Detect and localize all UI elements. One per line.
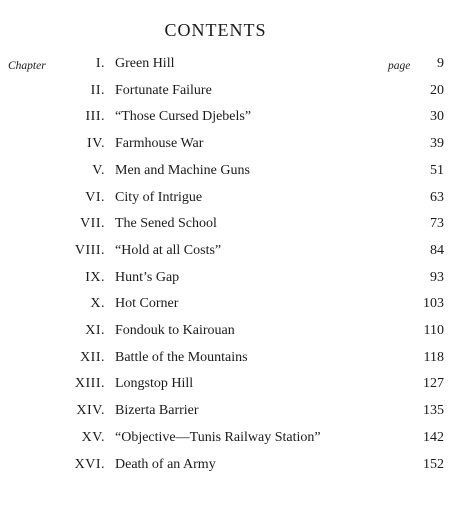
chapter-number: IV. [87,136,105,152]
toc-entry-16 [0,457,471,479]
page-number: 118 [423,349,444,365]
toc-entry-10 [0,296,471,318]
toc-entry-6 [0,190,471,212]
chapter-title: Bizerta Barrier [115,403,199,419]
page-number: 84 [430,242,444,258]
chapter-title: Fortunate Failure [115,82,212,98]
page-number: 9 [437,56,444,71]
page-number: 39 [430,136,444,152]
chapter-title: Hunt’s Gap [115,269,180,285]
chapter-number: VII. [80,216,105,232]
toc-entry-9 [0,270,471,292]
page-number: 30 [430,109,444,125]
toc-entry-14 [0,403,471,425]
toc-entry-4 [0,136,471,158]
toc-entry-3 [0,109,471,131]
page-number: 20 [430,82,444,98]
chapter-title: “Objective—Tunis Railway Station” [115,429,321,445]
toc-entry-11 [0,323,471,345]
toc-entry-1 [0,56,471,78]
chapter-number: XV. [81,429,105,445]
chapter-column-label: Chapter [8,60,46,72]
page-number: 63 [430,189,444,205]
page-number: 110 [423,323,444,338]
page-number: 73 [430,216,444,232]
page-number: 135 [423,403,444,419]
toc-entry-2 [0,83,471,105]
chapter-number: XVI. [74,456,105,472]
chapter-title: Men and Machine Guns [115,162,250,178]
page-number: 127 [423,376,444,392]
chapter-title: Fondouk to Kairouan [115,323,235,338]
chapter-number: II. [90,82,105,98]
chapter-number: VIII. [74,242,105,258]
page-column-label: page [388,60,411,72]
page-number: 93 [430,269,444,285]
chapter-title: The Sened School [115,216,217,232]
chapter-number: IX. [85,269,105,285]
page-number: 51 [430,162,444,178]
chapter-number: X. [90,296,105,312]
chapter-title: Green Hill [115,56,175,71]
chapter-number: III. [85,109,105,125]
toc-entry-13 [0,376,471,398]
chapter-title: Death of an Army [115,456,216,472]
chapter-number: I. [95,56,105,71]
chapter-title: Hot Corner [115,296,179,312]
page-number: 103 [423,296,444,312]
toc-entry-8 [0,243,471,265]
page-number: 142 [423,429,444,445]
toc-entry-12 [0,350,471,372]
toc-entry-5 [0,163,471,185]
chapter-number: XIV. [76,403,105,419]
toc-entry-15 [0,430,471,452]
chapter-number: V. [92,162,105,178]
chapter-title: “Those Cursed Djebels” [115,109,252,125]
chapter-title: Battle of the Mountains [115,349,248,365]
chapter-number: XIII. [74,376,105,392]
page-number: 152 [423,456,444,472]
chapter-number: VI. [85,189,105,205]
page-title: CONTENTS [164,20,267,40]
chapter-number: XI. [85,323,105,338]
chapter-title: Farmhouse War [115,136,204,152]
chapter-title: “Hold at all Costs” [115,242,222,258]
toc-entry-7 [0,216,471,238]
chapter-title: Longstop Hill [115,376,194,392]
chapter-title: City of Intrigue [115,189,203,205]
chapter-number: XII. [80,349,105,365]
